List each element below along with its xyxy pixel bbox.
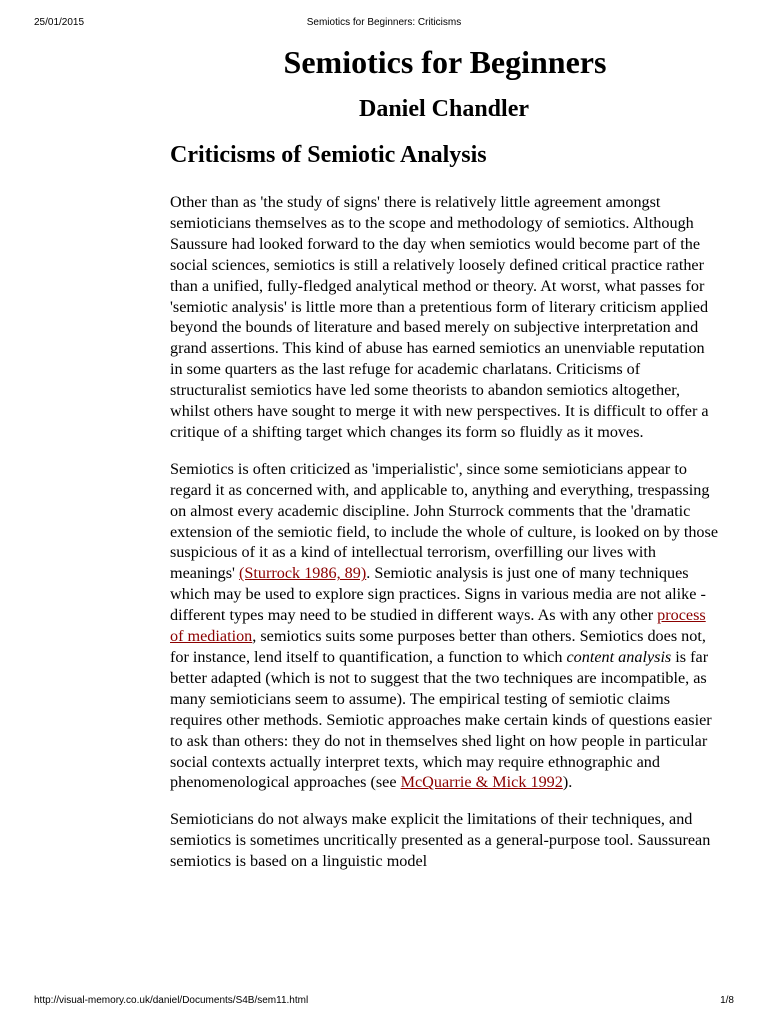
paragraph-1: Other than as 'the study of signs' there is relatively little agreement amongst semioticians themselves as to the scope and methodology of semiotics. Although Saussure had looked forward to the day when semiotics would become part of the social sciences, semiotics is still a relatively loosely defined critical practice rather than a unified, fully-fledged analytical method or theory. At worst, what passes for 'semiotic analysis' is little more than a pretentious form of literary criticism applied beyond the bounds of literature and based merely on subjective interpretation and grand assertions. This kind of abuse has earned semiotics an unenviable reputation in some quarters as the last refuge for academic charlatans. Criticisms of structuralist semiotics have led some theorists to abandon semiotics altogether, whilst others have sought to merge it with new perspectives. It is difficult to offer a critique of a shifting target which changes its form so fluidly as it moves. xyxy=(170,192,709,441)
paragraph-3: Semioticians do not always make explicit the limitations of their techniques, and semiotics is sometimes uncritically presented as a general-purpose tool. Saussurean semiotics is based on a linguistic model xyxy=(170,810,711,871)
process-of-mediation-link[interactable]: process of mediation xyxy=(170,606,706,646)
print-header xyxy=(0,17,768,31)
paragraph-2-text-1: Semiotics is often criticized as 'imperialistic', since some semioticians appear to regard it as concerned with, and applicable to, anything and everything, trespassing on almost every academic discipline. John Sturrock comments that the 'dramatic extension of the semiotic field, to include the whole of culture, is looked on by those suspicious of it as a kind of intellectual terrorism, overfilling our lives with meanings' xyxy=(170,459,719,583)
mcquarrie-mick-citation-link[interactable]: McQuarrie & Mick 1992 xyxy=(400,773,563,792)
print-footer xyxy=(0,995,768,1009)
article xyxy=(170,42,718,872)
sturrock-citation-link[interactable]: (Sturrock 1986, 89) xyxy=(239,564,367,583)
content-analysis-emphasis: content analysis xyxy=(566,648,672,666)
paragraph-2-text-2: . Semiotic analysis is just one of many techniques which may be used to explore sign practices. Signs in various media are not alike - different types may need to be studied in different ways. As with any other xyxy=(170,564,706,625)
paragraph-2-text-5: ). xyxy=(562,773,573,792)
author-name: Daniel Chandler xyxy=(358,95,529,122)
page-number: 1/8 xyxy=(720,995,734,1006)
page-url: http://visual-memory.co.uk/daniel/Documents/S4B/sem11.html xyxy=(34,995,309,1006)
paragraph-2-text-3: , semiotics suits some purposes better than others. Semiotics does not, for instance, lend itself to quantification, a function to which xyxy=(170,627,706,666)
paragraph-2-text-4: is far better adapted (which is not to suggest that the two techniques are incompatible, as many semioticians seem to assume). The empirical testing of semiotic claims requires other methods. Semiotic approaches make certain kinds of questions easier to ask than others: they do not in themselves shed light on how people in particular social contexts actually interpret texts, which may require ethnographic and phenomenological approaches (see xyxy=(170,648,712,792)
page-title: Semiotics for Beginners xyxy=(283,44,607,80)
paragraph-2 xyxy=(170,459,718,794)
section-heading: Criticisms of Semiotic Analysis xyxy=(170,141,487,168)
print-title: Semiotics for Beginners: Criticisms xyxy=(306,17,462,28)
print-date: 25/01/2015 xyxy=(34,17,85,28)
